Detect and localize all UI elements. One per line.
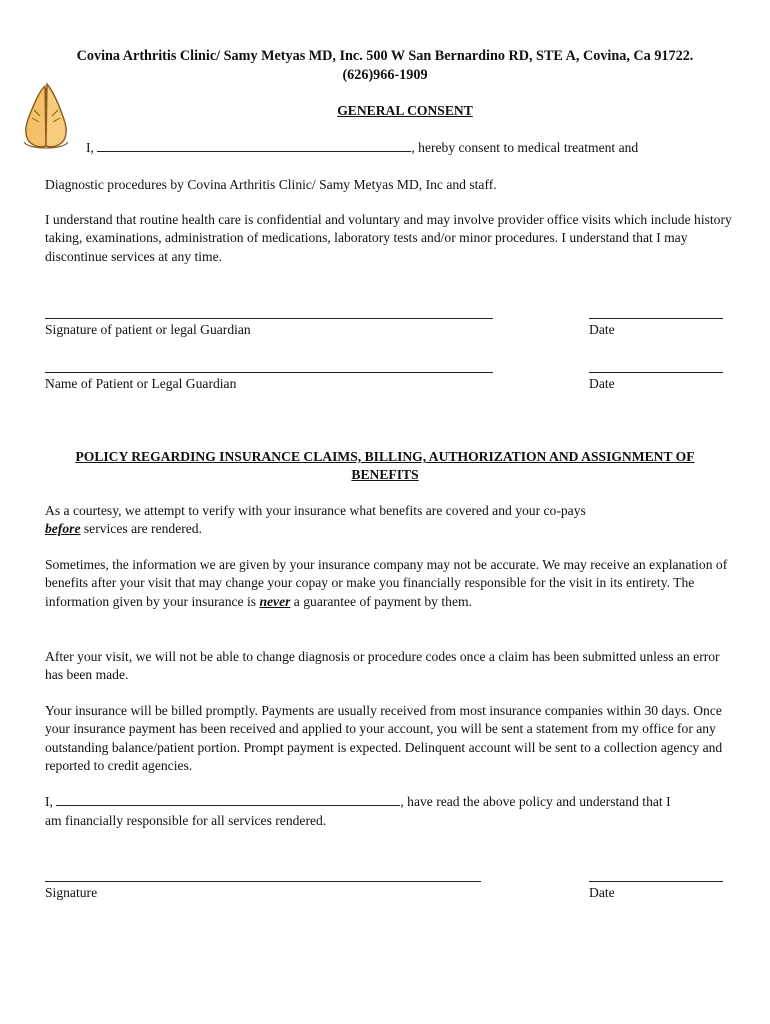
consent-procedures-text: Diagnostic procedures by Covina Arthritis Clinic/ Samy Metyas MD, Inc and staff. xyxy=(45,177,497,192)
patient-signature-field[interactable] xyxy=(45,318,493,319)
clinic-header-phone: (626)966-1909 xyxy=(342,67,428,83)
policy-paragraph-3: After your visit, we will not be able to change diagnosis or procedure codes once a claim has been submitted unless an error has been made. xyxy=(45,649,720,683)
policy-p2-text: Sometimes, the information we are given by your insurance company may not be accurate. We may receive an explanation of benefits after your visit that may change your copay or make you financially responsible for the visit in its entirety. The information given by your insurance is xyxy=(45,557,728,609)
clinic-header-address: Covina Arthritis Clinic/ Samy Metyas MD, Inc. 500 W San Bernardino RD, STE A, Covina, Ca 91722. xyxy=(76,48,694,64)
acknowledgement-line-2: am financially responsible for all services rendered. xyxy=(45,813,327,828)
policy-p1-text: As a courtesy, we attempt to verify with your insurance what benefits are covered and your co-pays xyxy=(45,503,586,518)
patient-name-field[interactable] xyxy=(97,139,411,152)
signature-date-field[interactable] xyxy=(589,318,723,319)
policy-paragraph-4: Your insurance will be billed promptly. Payments are usually received from most insurance companies within 30 days. Once your insurance payment has been received and applied to your account, you will be sent a statement from my office for any outstanding balance/patient portion. Prompt payment is expected. Delinquent account will be sent to a collection agency and reported to credit agencies. xyxy=(45,703,723,773)
name-date-field[interactable] xyxy=(589,372,723,373)
ack-name-field[interactable] xyxy=(56,793,400,806)
policy-title-line1: POLICY REGARDING INSURANCE CLAIMS, BILLING, AUTHORIZATION AND ASSIGNMENT OF xyxy=(75,449,695,464)
policy-date-label: Date xyxy=(589,885,615,900)
patient-name-print-field[interactable] xyxy=(45,372,493,373)
ack-suffix: , have read the above policy and understand that I xyxy=(400,794,671,809)
policy-title-line2: BENEFITS xyxy=(351,467,419,482)
date-label-1: Date xyxy=(589,322,615,337)
policy-p2-tail: a guarantee of payment by them. xyxy=(290,593,472,609)
date-label-2: Date xyxy=(589,376,615,391)
policy-p1-emphasis: before xyxy=(45,521,81,537)
policy-p1-tail: services are rendered. xyxy=(80,521,202,537)
consent-name-line xyxy=(86,139,638,157)
general-consent-title: GENERAL CONSENT xyxy=(337,103,473,118)
policy-date-field[interactable] xyxy=(589,881,723,882)
consent-i-label: I, xyxy=(86,140,94,155)
consent-paragraph: I understand that routine health care is confidential and voluntary and may involve provider office visits which include history taking, examinations, administration of medications, laboratory tests and/or minor procedures. I understand that I may discontinue services at any time. xyxy=(45,212,732,264)
policy-signature-field[interactable] xyxy=(45,881,481,882)
signature-label: Signature of patient or legal Guardian xyxy=(45,322,251,337)
ack-i-label: I, xyxy=(45,794,53,809)
acknowledgement-line xyxy=(45,793,671,811)
policy-signature-label: Signature xyxy=(45,885,98,900)
policy-paragraph-1 xyxy=(45,502,735,539)
policy-p2-emphasis: never xyxy=(259,593,291,609)
name-label: Name of Patient or Legal Guardian xyxy=(45,376,237,391)
consent-i-suffix: , hereby consent to medical treatment and xyxy=(411,140,639,155)
policy-paragraph-2 xyxy=(45,556,735,611)
